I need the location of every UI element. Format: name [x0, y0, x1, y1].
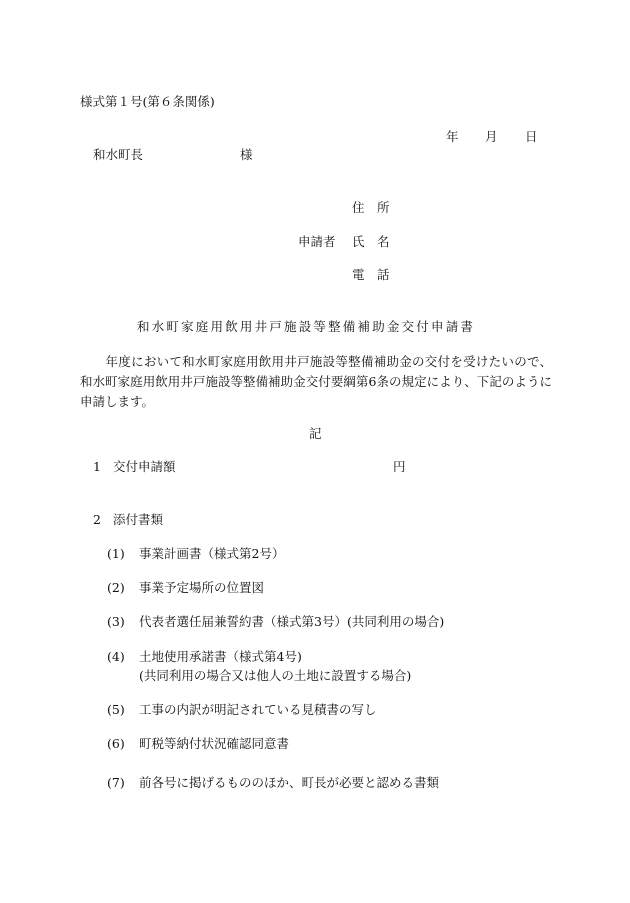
item2-label: 添付書類 — [113, 512, 164, 527]
attachment-item — [107, 777, 439, 790]
address-label: 住 所 — [352, 200, 390, 215]
attachment-text: 事業計画書（様式第2号） — [139, 546, 285, 561]
form-label: 様式第１号(第６条関係) — [80, 94, 215, 109]
name-label: 氏 名 — [352, 234, 390, 249]
attachment-item — [107, 738, 289, 751]
ki-label: 記 — [309, 426, 322, 441]
date-year: 年 — [446, 129, 459, 144]
item1-label: 交付申請額 — [113, 459, 176, 474]
attachment-text: 前各号に掲げるもののほか、町長が必要と認める書類 — [139, 775, 440, 790]
attachment-number: (6) — [107, 736, 125, 751]
attachment-number: (3) — [107, 614, 125, 629]
item1-row — [93, 459, 176, 474]
document-title: 和水町家庭用飲用井戸施設等整備補助金交付申請書 — [137, 319, 476, 334]
attachment-number: (4) — [107, 649, 125, 664]
phone-label: 電 話 — [352, 267, 390, 282]
attachment-text: 事業予定場所の位置図 — [139, 580, 265, 595]
date-month: 月 — [485, 129, 498, 144]
applicant-label: 申請者 — [298, 234, 336, 249]
body-paragraph: 年度において和水町家庭用飲用井戸施設等整備補助金の交付を受けたいので、和水町家庭用飲用井戸施設等整備補助金交付要綱第6条の規定により、下記のように申請します。 — [80, 354, 552, 409]
addressee-name: 和水町長 — [93, 147, 144, 162]
attachment-subtext: (共同利用の場合又は他人の土地に設置する場合) — [139, 667, 412, 683]
attachment-item — [107, 651, 411, 682]
attachment-text: 工事の内訳が明記されている見積書の写し — [139, 702, 377, 717]
item1-number: 1 — [93, 459, 101, 474]
date-day: 日 — [525, 129, 538, 144]
item2-number: 2 — [93, 512, 101, 527]
attachment-number: (2) — [107, 580, 125, 595]
attachment-number: (1) — [107, 546, 125, 561]
attachment-text: 土地使用承諾書（様式第4号) — [139, 649, 302, 664]
addressee-honorific: 様 — [240, 147, 253, 162]
item1-unit: 円 — [393, 459, 406, 474]
item2-row — [93, 512, 164, 527]
attachment-number: (5) — [107, 702, 125, 717]
attachment-item — [107, 704, 377, 717]
attachment-number: (7) — [107, 775, 125, 790]
attachment-text: 町税等納付状況確認同意書 — [139, 736, 290, 751]
attachment-item — [107, 616, 444, 629]
attachment-item — [107, 548, 284, 561]
attachment-text: 代表者選任届兼誓約書（様式第3号）(共同利用の場合) — [139, 614, 445, 629]
attachment-item — [107, 582, 264, 595]
